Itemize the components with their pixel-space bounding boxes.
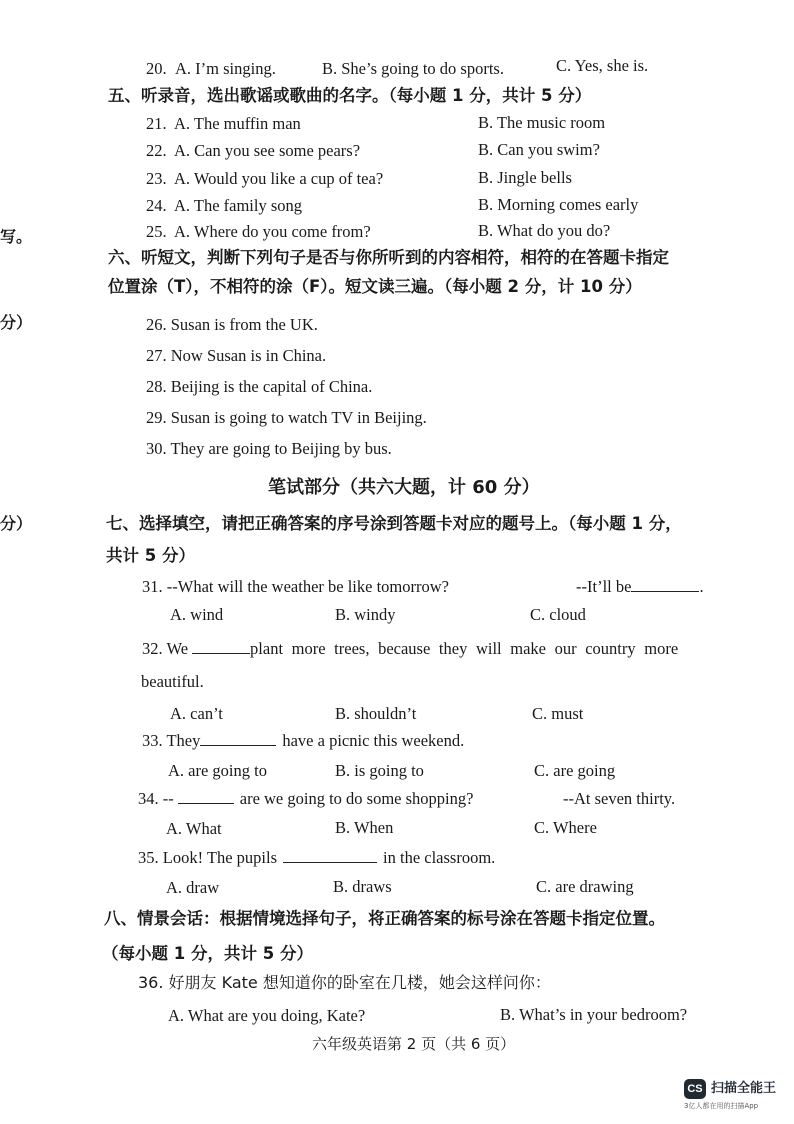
q31-answer: [576, 577, 704, 597]
scanner-tagline: 3亿人都在用的扫描App: [684, 1102, 759, 1110]
q31-answer-end: .: [699, 577, 704, 596]
section-6-heading-line1: 六、听短文，判断下列句子是否与你所听到的内容相符，相符的在答题卡指定: [108, 248, 669, 267]
scanner-app-name: 扫描全能王: [711, 1081, 777, 1096]
q34-text: [138, 789, 473, 809]
q36-option-a: A. What are you doing, Kate?: [168, 1006, 366, 1025]
q33-post: have a picnic this weekend.: [282, 731, 465, 750]
page-footer: 六年级英语第 2 页（共 6 页）: [312, 1035, 516, 1053]
edge-fragment-1: 写。: [0, 227, 33, 246]
q36-text: 36. 好朋友 Kate 想知道你的卧室在几楼，她会这样问你：: [138, 973, 551, 992]
edge-fragment-3: 分）: [0, 514, 33, 533]
q23-num: 23.: [146, 169, 167, 188]
q20-option-c: C. Yes, she is.: [556, 56, 649, 75]
q32-option-a: A. can’t: [170, 704, 223, 723]
q31-option-b: B. windy: [335, 605, 396, 624]
section-7-heading-line1: 七、选择填空，请把正确答案的序号涂到答题卡对应的题号上。（每小题 1 分，: [106, 514, 682, 533]
section-6-heading-line2: 位置涂（T），不相符的涂（F）。短文读三遍。（每小题 2 分，计 10 分）: [108, 277, 642, 296]
q32-text-line2: beautiful.: [141, 672, 204, 691]
q33-option-a: A. are going to: [168, 761, 267, 780]
q32-text: [142, 639, 678, 659]
q20-option-b: B. She’s going to do sports.: [322, 59, 504, 78]
q36-option-b: B. What’s in your bedroom?: [500, 1005, 688, 1024]
q35-option-c: C. are drawing: [536, 877, 634, 896]
q32-option-b: B. shouldn’t: [335, 704, 417, 723]
q21-option-a: A. The muffin man: [174, 114, 301, 133]
q32-blank: [192, 639, 250, 654]
q31-option-c: C. cloud: [530, 605, 586, 624]
q20-option-a: A. I’m singing.: [175, 59, 276, 78]
q25-option-b: B. What do you do?: [478, 221, 611, 240]
q23-option-a: A. Would you like a cup of tea?: [174, 169, 384, 188]
q22-num: 22.: [146, 141, 167, 160]
written-part-title: 笔试部分（共六大题，计 60 分）: [268, 477, 540, 498]
q34-option-a: A. What: [166, 819, 222, 838]
q35-blank: [283, 848, 377, 863]
statement-27: 27. Now Susan is in China.: [146, 346, 327, 365]
q31-answer-text: --It’ll be: [576, 577, 632, 596]
q20-num: 20.: [146, 59, 167, 78]
q34-option-c: C. Where: [534, 818, 597, 837]
q34-post: are we going to do some shopping?: [239, 789, 474, 808]
q34-option-b: B. When: [335, 818, 394, 837]
section-8-heading-line2: （每小题 1 分，共计 5 分）: [102, 944, 313, 963]
q22-option-a: A. Can you see some pears?: [174, 141, 361, 160]
q33-option-c: C. are going: [534, 761, 616, 780]
q33-pre: 33. They: [142, 731, 201, 750]
q33-text: [142, 731, 464, 751]
section-8-heading-line1: 八、情景会话：根据情境选择句子，将正确答案的标号涂在答题卡指定位置。: [104, 909, 665, 928]
q21-option-b: B. The music room: [478, 113, 606, 132]
q32-post: plant more trees, because they will make our country more: [250, 639, 679, 658]
q33-blank: [200, 731, 276, 746]
q24-option-a: A. The family song: [174, 196, 303, 215]
section-5-heading: 五、听录音，选出歌谣或歌曲的名字。（每小题 1 分，共计 5 分）: [108, 86, 592, 105]
q22-option-b: B. Can you swim?: [478, 140, 600, 159]
statement-30: 30. They are going to Beijing by bus.: [146, 439, 392, 458]
q35-post: in the classroom.: [383, 848, 496, 867]
q35-option-a: A. draw: [166, 878, 220, 897]
scanner-logo-icon: CS: [684, 1079, 706, 1099]
q34-blank: [178, 789, 234, 804]
q21-num: 21.: [146, 114, 167, 133]
q35-option-b: B. draws: [333, 877, 392, 896]
edge-fragment-2: 分）: [0, 313, 33, 332]
q32-pre: 32. We: [142, 639, 189, 658]
q31-blank: [631, 577, 699, 592]
q31-text: 31. --What will the weather be like tomorrow?: [142, 577, 449, 596]
q23-option-b: B. Jingle bells: [478, 168, 572, 187]
q25-num: 25.: [146, 222, 167, 241]
statement-26: 26. Susan is from the UK.: [146, 315, 318, 334]
statement-29: 29. Susan is going to watch TV in Beijing.: [146, 408, 427, 427]
q34-answer: --At seven thirty.: [563, 789, 676, 808]
q25-option-a: A. Where do you come from?: [174, 222, 371, 241]
q35-text: [138, 848, 495, 868]
q31-option-a: A. wind: [170, 605, 224, 624]
q35-pre: 35. Look! The pupils: [138, 848, 278, 867]
q24-num: 24.: [146, 196, 167, 215]
q24-option-b: B. Morning comes early: [478, 195, 639, 214]
statement-28: 28. Beijing is the capital of China.: [146, 377, 373, 396]
q33-option-b: B. is going to: [335, 761, 424, 780]
q32-option-c: C. must: [532, 704, 584, 723]
q34-pre: 34. --: [138, 789, 174, 808]
section-7-heading-line2: 共计 5 分）: [106, 546, 195, 565]
